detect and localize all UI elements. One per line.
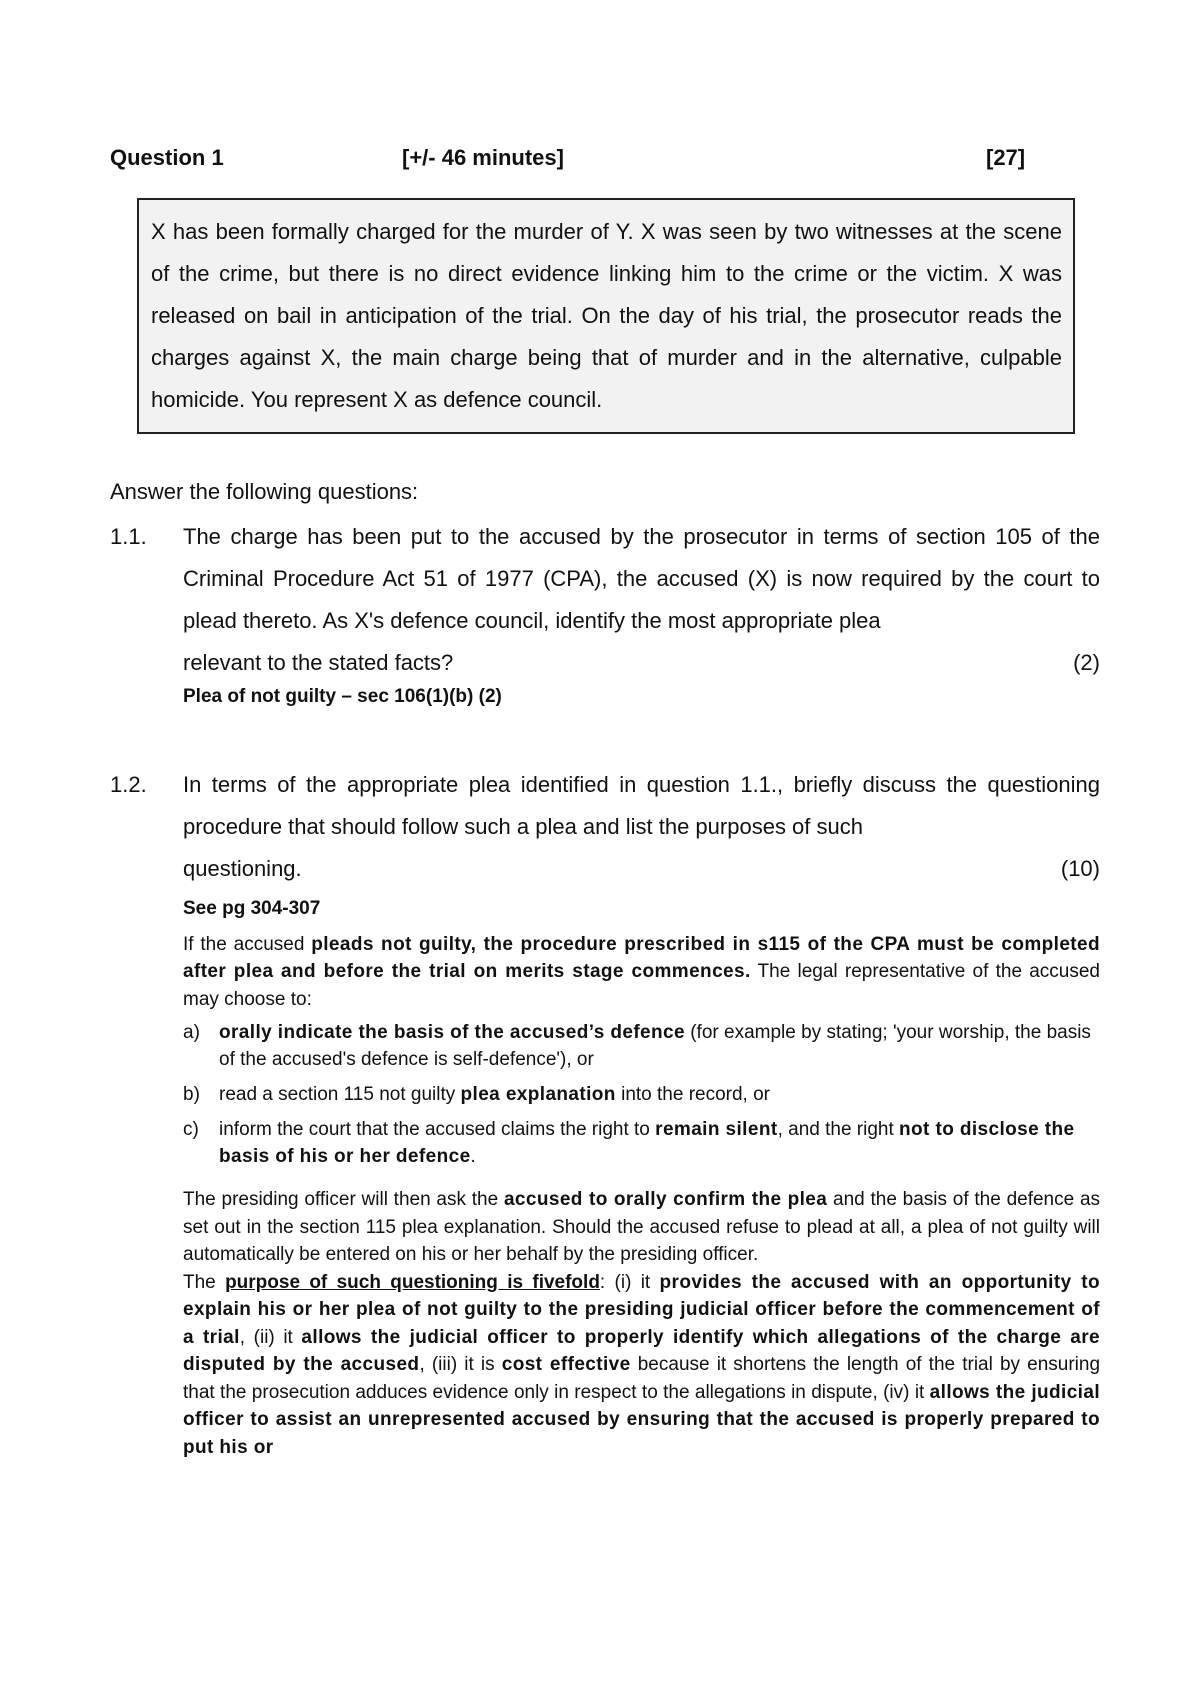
question-number: 1.2. [110, 772, 147, 797]
bold-text: allows the judicial officer to assist an unrepresented accused by ensuring that the accused is properly prepared to put his or [183, 1381, 1100, 1458]
list-item [183, 1116, 1100, 1170]
question-time: [+/- 46 minutes] [402, 145, 564, 170]
bold-text: not to disclose the basis of his or her defence [219, 1119, 1075, 1167]
bold-text: accused to orally confirm the plea [503, 1189, 828, 1210]
answer-1-1: Plea of not guilty – sec 106(1)(b) (2) [183, 686, 502, 707]
question-text: In terms of the appropriate plea identified in question 1.1., briefly discuss the questioning procedure that should follow such a plea and list the purposes of such [183, 772, 1100, 839]
bold-text: provides the accused with an opportunity to explain his or her plea of not guilty to the presiding judicial officer before the commencement of a trial [183, 1271, 1100, 1348]
bold-text: orally indicate the basis of the accused’s defence [219, 1022, 685, 1043]
text-run: and the basis of the defence as set out in the section 115 plea explanation. Should the accused refuse to plead at all, a plea of not guilty will automatically be entered on his or her behalf by the presiding officer. [183, 1189, 1101, 1265]
question-title: Question 1 [110, 145, 224, 170]
text-run: The legal representative of the accused may choose to: [183, 961, 1101, 1010]
list-label: a) [183, 1022, 200, 1043]
bold-text: plea explanation [460, 1084, 616, 1105]
question-header [110, 145, 1030, 179]
list-text [219, 1019, 1100, 1073]
text-run: into the record, or [615, 1084, 771, 1105]
list-item [183, 1081, 1100, 1108]
instructions: Answer the following questions: [110, 479, 419, 504]
text-run: , (iii) it is [419, 1354, 502, 1375]
question-1-2 [110, 764, 1100, 890]
bold-text: cost effective [501, 1354, 631, 1375]
text-run: , (ii) it [239, 1326, 302, 1348]
bold-text: allows the judicial officer to properly identify which allegations of the charge are disputed by the accused [183, 1326, 1100, 1375]
question-last-line [183, 642, 1100, 684]
question-marks: [27] [986, 145, 1026, 170]
answer-paragraph [183, 1186, 1100, 1269]
text-run: The presiding officer will then ask the [183, 1189, 504, 1210]
list-label: b) [183, 1084, 200, 1105]
question-1-1 [110, 516, 1100, 684]
question-text: The charge has been put to the accused by the prosecutor in terms of section 105 of the Criminal Procedure Act 51 of 1977 (CPA), the accused (X) is now required by the court to plead thereto. As X's defence council, identify the most appropriate plea [183, 524, 1100, 633]
answer-paragraph [183, 931, 1100, 1014]
question-number: 1.1. [110, 524, 147, 549]
options-list [183, 1019, 1100, 1170]
text-run: because it shortens the length of the trial by ensuring that the prosecution adduces evidence only in respect to the allegations in dispute, (iv) it [183, 1354, 1101, 1403]
text-run: , and the right [777, 1119, 900, 1140]
question-last-line [183, 848, 1100, 890]
text-run: . [470, 1146, 476, 1167]
question-marks: (10) [1060, 856, 1100, 881]
bold-text: remain silent [655, 1119, 778, 1140]
text-run: (for example by stating; 'your worship, the basis of the accused's defence is self-defence'), or [219, 1022, 1091, 1070]
underlined-heading: purpose of such questioning is fivefold [225, 1271, 600, 1293]
list-item [183, 1019, 1100, 1073]
text-run: The [183, 1271, 226, 1293]
page-reference: See pg 304-307 [183, 898, 321, 919]
list-text [219, 1081, 1100, 1108]
text-run: If the accused [183, 933, 312, 955]
question-text-end: questioning. [183, 856, 302, 881]
scenario-box: X has been formally charged for the murder of Y. X was seen by two witnesses at the scene of the crime, but there is no direct evidence linking him to the crime or the victim. X was released on bail in anticipation of the trial. On the day of his trial, the prosecutor reads the charges against X, the main charge being that of murder and in the alternative, culpable homicide. You represent X as defence council. [137, 198, 1075, 434]
text-run: read a section 115 not guilty [219, 1084, 461, 1105]
list-label: c) [183, 1119, 199, 1140]
question-marks: (2) [1073, 650, 1100, 675]
text-run: : (i) it [599, 1271, 660, 1293]
question-text-end: relevant to the stated facts? [183, 650, 454, 675]
bold-text: pleads not guilty, the procedure prescribed in s115 of the CPA must be completed after plea and before the trial on merits stage commences. [183, 933, 1100, 982]
answer-1-2 [183, 895, 1100, 1461]
list-text [219, 1116, 1100, 1170]
answer-paragraph [183, 1269, 1100, 1462]
text-run: inform the court that the accused claims the right to [219, 1119, 656, 1140]
